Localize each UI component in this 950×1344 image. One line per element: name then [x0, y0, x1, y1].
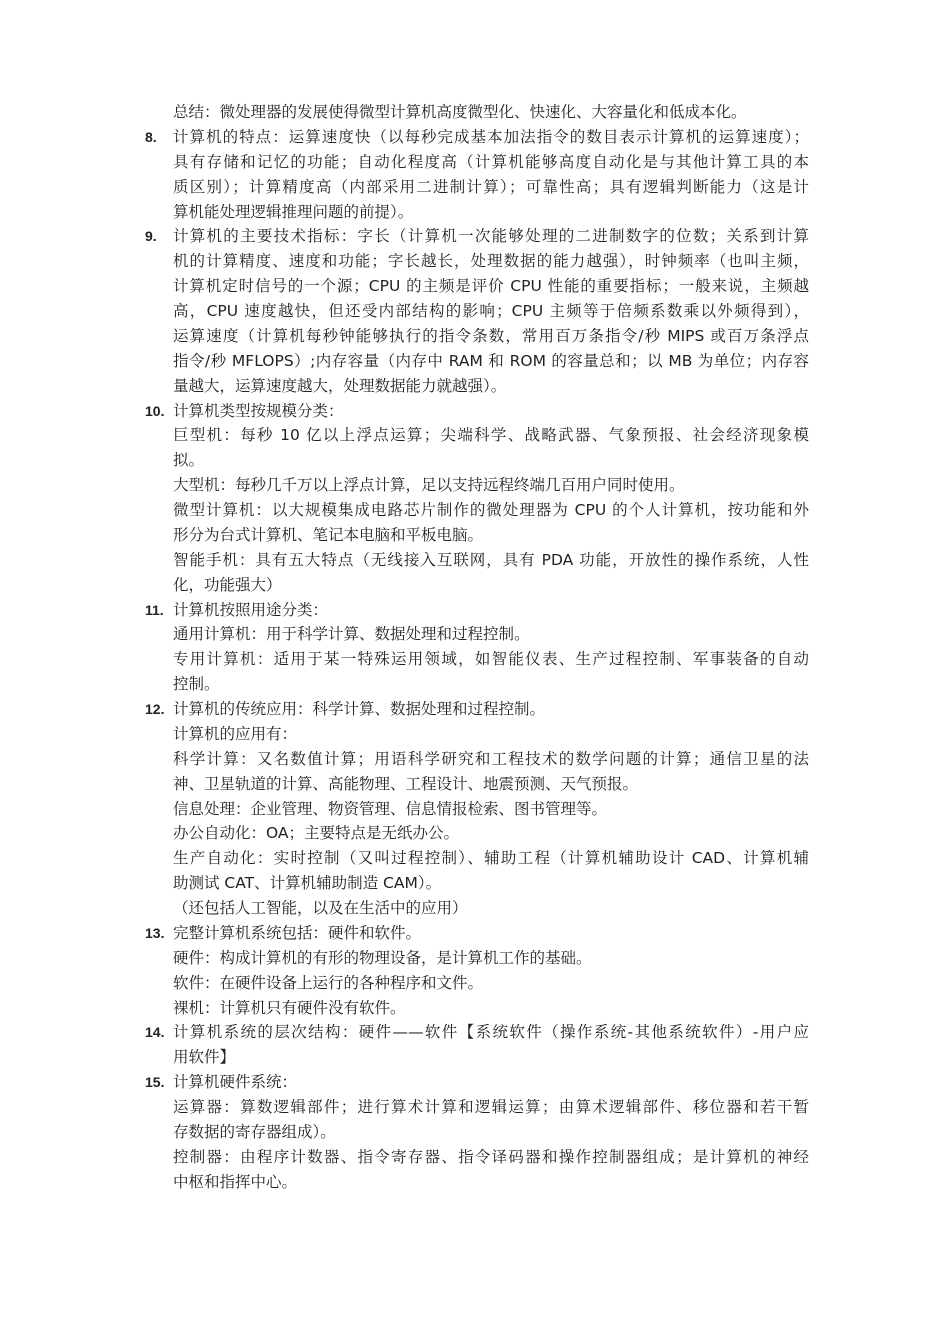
paragraph	[173, 722, 809, 747]
list-item	[145, 921, 809, 1021]
paragraph	[173, 473, 809, 498]
text-line: 拟。	[173, 451, 205, 470]
text-line: 专用计算机：适用于某一特殊运用领域，如智能仪表、生产过程控制、军事装备的自动	[173, 650, 809, 669]
list-item	[145, 697, 809, 921]
text-line: 裸机：计算机只有硬件没有软件。	[173, 998, 406, 1017]
text-line: 巨型机：每秒 10 亿以上浮点运算；尖端科学、战略武器、气象预报、社会经济现象模	[173, 426, 809, 445]
item-number: 10.	[145, 402, 165, 419]
text-line: 科学计算：又名数值计算；用语科学研究和工程技术的数学问题的计算；通信卫星的法	[173, 749, 809, 768]
text-line: 完整计算机系统包括：硬件和软件。	[173, 923, 422, 942]
text-line: 运算器：算数逻辑部件；进行算术计算和逻辑运算；由算术逻辑部件、移位器和若干暂	[173, 1098, 809, 1116]
list-item	[145, 598, 809, 698]
paragraph	[173, 921, 809, 946]
text-line: 中枢和指挥中心。	[173, 1172, 298, 1191]
paragraph	[173, 971, 809, 996]
text-line: 计算机系统的层次结构：硬件——软件【系统软件（操作系统-其他系统软件）-用户应	[173, 1023, 809, 1042]
paragraph	[173, 423, 809, 473]
text-line: 计算机类型按规模分类：	[173, 401, 344, 420]
text-line: 计算机的特点：运算速度快（以每秒完成基本加法指令的数目表示计算机的运算速度）；	[173, 127, 809, 146]
text-line: 大型机：每秒几千万以上浮点计算，足以支持远程终端几百用户同时使用。	[173, 476, 685, 495]
text-line: 计算机的主要技术指标：字长（计算机一次能够处理的二进制数字的位数；关系到计算	[173, 227, 809, 246]
paragraph	[173, 598, 809, 623]
text-line: 用软件】	[173, 1048, 236, 1067]
text-line: 算机能处理逻辑推理问题的前提）。	[173, 202, 414, 221]
text-line: 生产自动化：实时控制（又叫过程控制）、辅助工程（计算机辅助设计 CAD、计算机辅	[173, 849, 809, 868]
text-line: 控制器：由程序计数器、指令寄存器、指令译码器和操作控制器组成；是计算机的神经	[173, 1147, 809, 1166]
text-line: 运算速度（计算机每秒钟能够执行的指令条数，常用百万条指令/秒 MIPS 或百万条浮点	[173, 326, 809, 345]
text-line: 信息处理：企业管理、物资管理、信息情报检索、图书管理等。	[173, 799, 608, 818]
text-line: 存数据的寄存器组成）。	[173, 1122, 336, 1141]
paragraph	[173, 100, 809, 125]
text-line: 计算机的传统应用：科学计算、数据处理和过程控制。	[173, 700, 546, 718]
item-number: 11.	[145, 601, 164, 618]
list-item	[145, 125, 809, 225]
text-line: 指令/秒 MFLOPS）;内存容量（内存中 RAM 和 ROM 的容量总和；以 MB 为单位；内存容	[173, 351, 809, 370]
paragraph	[173, 996, 809, 1021]
text-line: 通用计算机：用于科学计算、数据处理和过程控制。	[173, 625, 530, 644]
paragraph	[173, 647, 809, 697]
text-line: 软件：在硬件设备上运行的各种程序和文件。	[173, 973, 484, 992]
paragraph	[173, 797, 809, 822]
list-item	[145, 1070, 809, 1194]
text-line: 神、卫星轨道的计算、高能物理、工程设计、地震预测、天气预报。	[173, 774, 639, 793]
text-line: 计算机定时信号的一个源；CPU 的主频是评价 CPU 性能的重要指标；一般来说，主频越	[173, 277, 809, 296]
item-number: 9.	[145, 228, 157, 245]
item-number: 8.	[145, 128, 157, 145]
item-number: 13.	[145, 924, 165, 941]
text-line: 具有存储和记忆的功能；自动化程度高（计算机能够高度自动化是与其他计算工具的本	[173, 152, 809, 171]
text-line: 办公自动化：OA；主要特点是无纸办公。	[173, 824, 460, 843]
text-line: 智能手机：具有五大特点（无线接入互联网，具有 PDA 功能，开放性的操作系统，人性	[173, 550, 809, 569]
paragraph	[173, 946, 809, 971]
paragraph	[173, 498, 809, 548]
text-line: 总结：微处理器的发展使得微型计算机高度微型化、快速化、大容量化和低成本化。	[173, 103, 747, 121]
item-number: 12.	[145, 701, 165, 717]
text-line: 控制。	[173, 675, 220, 694]
paragraph	[173, 399, 809, 424]
item-number: 15.	[145, 1074, 165, 1091]
item-number: 14.	[145, 1024, 165, 1041]
paragraph	[173, 747, 809, 797]
text-line: 量越大，运算速度越大，处理数据能力就越强）。	[173, 376, 507, 395]
list-item	[145, 1020, 809, 1070]
paragraph	[173, 1145, 809, 1195]
text-line: 化，功能强大）	[173, 575, 282, 594]
text-line: 机的计算精度、速度和功能；字长越长，处理数据的能力越强），时钟频率（也叫主频，	[173, 252, 809, 271]
paragraph	[173, 548, 809, 598]
paragraph	[173, 1020, 809, 1070]
text-line: 计算机的应用有：	[173, 724, 298, 743]
text-line: 硬件：构成计算机的有形的物理设备，是计算机工作的基础。	[173, 948, 592, 967]
text-line: 计算机按照用途分类：	[173, 600, 329, 619]
paragraph	[173, 1070, 809, 1095]
paragraph	[173, 224, 809, 398]
paragraph	[173, 1095, 809, 1145]
text-line: 高，CPU 速度越快，但还受内部结构的影响；CPU 主频等于倍频系数乘以外频得到），	[173, 302, 809, 320]
text-line: 计算机硬件系统：	[173, 1073, 298, 1092]
list-item	[145, 224, 809, 398]
text-line: 微型计算机：以大规模集成电路芯片制作的微处理器为 CPU 的个人计算机，按功能和外	[173, 501, 809, 519]
paragraph	[173, 896, 809, 921]
list-item	[145, 399, 809, 598]
paragraph	[173, 821, 809, 846]
paragraph	[173, 846, 809, 896]
text-line: 助测试 CAT、计算机辅助制造 CAM）。	[173, 874, 442, 893]
text-line: （还包括人工智能，以及在生活中的应用）	[173, 899, 468, 917]
text-line: 质区别）；计算精度高（内部采用二进制计算）；可靠性高；具有逻辑判断能力（这是计	[173, 177, 809, 196]
text-line: 形分为台式计算机、笔记本电脑和平板电脑。	[173, 525, 484, 544]
paragraph	[173, 697, 809, 722]
list-item	[145, 100, 809, 125]
paragraph	[173, 125, 809, 225]
document-page	[145, 100, 809, 1195]
paragraph	[173, 622, 809, 647]
